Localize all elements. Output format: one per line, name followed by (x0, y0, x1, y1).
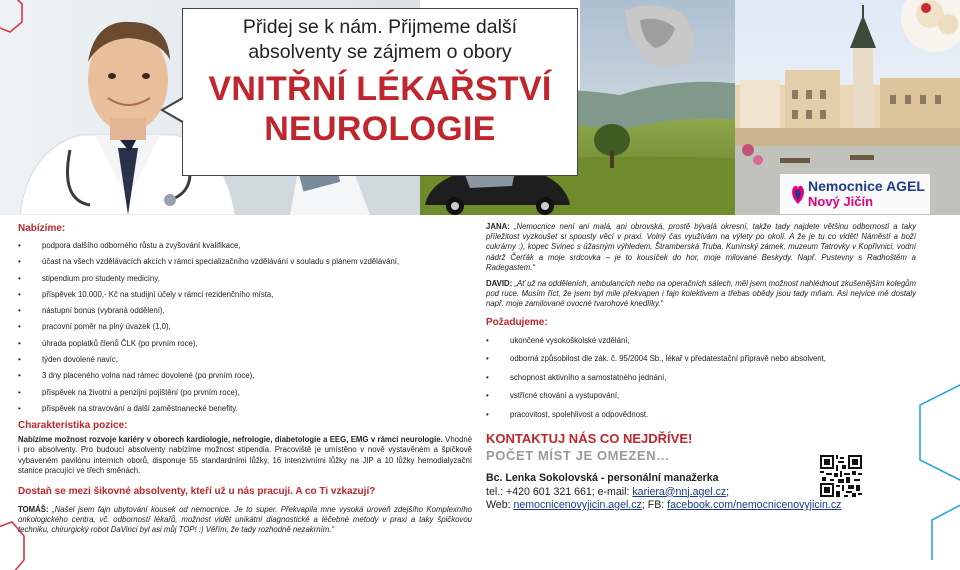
contact-subline: POČET MÍST JE OMEZEN… (486, 448, 670, 464)
position-heading: Charakteristika pozice: (18, 420, 128, 432)
qr-code-icon[interactable] (820, 455, 862, 497)
decorative-hexagon-right (910, 360, 960, 560)
list-item: • vstřícné chování a vystupování, (486, 387, 916, 406)
quote-text-tomas: „Našel jsem fajn ubytování kousek od nemocnice. Je to super. Překvapila mne vysoká úroveň zdejšího Komplexního onkologického centra, vč. odborností lékařů, možnost vidět unikátní diagnostické a léčebné metody v praxi a taky špičkovou techniku, chirurgický robot DaVinci byl asi můj TOP! :) Věřím, že tady rozhodně nezakrním.“ (18, 505, 472, 535)
join-heading: Dostaň se mezi šikovné absolventy, kteří už u nás pracují. A co Ti vzkazují? (18, 486, 376, 498)
position-description (18, 435, 472, 476)
quote-david (486, 279, 916, 310)
list-item: • pracovní poměr na plný úvazek (1,0), (18, 319, 472, 335)
list-item: • týden dovolené navíc, (18, 352, 472, 368)
list-item: • odborná způsobilost dle zák. č. 95/2004 Sb., lékař v předatestační přípravě nebo absolvent, (486, 350, 916, 369)
facebook-link[interactable]: facebook.com/nemocnicenovyjicin.cz (667, 499, 842, 512)
logo-hospital-name: Nemocnice AGEL (808, 178, 925, 194)
agel-heart-icon (790, 180, 806, 206)
list-item: • nástupní bonus (vybraná oddělení), (18, 303, 472, 319)
offer-list (18, 238, 472, 417)
position-description-rest: Vhodné i pro absolventy. Pro budoucí absolventy nabízíme možnost stipendia. Pracoviště je umístěno v nově vystavěném a špičkově vybaveném pavilónu interních oborů, disponuje 55 standardními lůžky, 16 intenzivními lůžky na JIP a 10 lůžky hemodialyzační stanice pracující ve třech směnách. (18, 435, 472, 475)
list-item: • úhrada poplatků členů ČLK (po prvním roce), (18, 336, 472, 352)
email-suffix: ; (726, 485, 730, 498)
quote-tomas (18, 505, 472, 536)
left-column (18, 222, 472, 536)
email-link[interactable]: kariera@nnj.agel.cz (632, 485, 727, 498)
headline-speech-bubble (182, 8, 578, 176)
field-internal-medicine: VNITŘNÍ LÉKAŘSTVÍ (208, 70, 552, 108)
list-item: • schopnost aktivního a samostatného jednání, (486, 369, 916, 388)
headline-lead-line-2: absolventy se zájmem o obory (248, 41, 512, 63)
list-item: • pracovitost, spolehlivost a odpovědnost. (486, 406, 916, 425)
speech-bubble-tail-inner (164, 98, 185, 122)
phone-label: tel.: (486, 485, 507, 498)
quote-author-jana: JANA: (486, 222, 510, 231)
quote-text-david: „Ať už na odděleních, ambulancích nebo na operačních sálech, měl jsem možnost nahlédnout zkušenějším kolegům pod ruce. Musím říct, že jsem byl mile překvapen i fajn kolektivem a třebas obědy jsou tady mňam. Asi nejvíce mě dostaly např. moje zamilované ovocné tvarohové knedlíky.“ (486, 279, 916, 309)
logo-city-name: Nový Jičín (808, 194, 874, 209)
list-item: • účast na všech vzdělávacích akcích v rámci specializačního vzdělávání v souladu s plánem vzdělávání, (18, 254, 472, 270)
list-item: • příspěvek na životní a penzijní pojištění (po prvním roce), (18, 385, 472, 401)
contact-person: Bc. Lenka Sokolovská - personální manažerka (486, 472, 719, 485)
list-item: • podpora dalšího odborného růstu a zvyšování kvalifikace, (18, 238, 472, 254)
website-link[interactable]: nemocnicenovyjicin.agel.cz (513, 499, 642, 512)
quote-jana (486, 222, 916, 273)
list-item: • ukončené vysokoškolské vzdělání, (486, 332, 916, 351)
list-item: • příspěvek 10.000,- Kč na studijní účely v rámci rezidenčního místa, (18, 287, 472, 303)
agel-logo (786, 178, 926, 210)
quote-author-tomas: TOMÁŠ: (18, 505, 49, 515)
field-neurology: NEUROLOGIE (264, 110, 496, 148)
hero-banner (0, 0, 960, 215)
facebook-label: ; FB: (641, 499, 668, 512)
list-item: • příspěvek na stravování a další zaměstnanecké benefity. (18, 401, 472, 417)
requirements-list (486, 332, 916, 425)
quote-text-jana: „Nemocnice není ani malá, ani obrovská, prostě bývalá okresní, takže tady najdete většinu odborností a taky příležitost vyzkoušet si spousty věcí v praxi. Volný čas využívám na výlety po okolí. A že je tu co vidět! Náměstí a boží cukrárny :), kopec Svinec s úžasným výhledem, Štramberská Truba, Kunínský zámek, muzeum Tatrovky v Kopřivnici, vodní nádrž Čerťák a moje srdcovka – je to kousíček do hor, moje milované Beskydy. Např. Pustevny s Radhoštěm a Radegastem.“ (486, 222, 916, 272)
requirements-heading: Požadujeme: (486, 316, 548, 328)
decorative-hexagon-top-left (0, 0, 30, 40)
list-item: • 3 dny placeného volna nad rámec dovolené (po prvním roce), (18, 368, 472, 384)
list-item: • stipendium pro studenty medicíny, (18, 271, 472, 287)
headline-lead-line-1: Přidej se k nám. Přijmeme další (242, 16, 518, 38)
contact-web-line (486, 499, 916, 513)
offer-heading: Nabízíme: (18, 223, 66, 234)
position-description-bold: Nabízíme možnost rozvoje kariéry v oborech kardiologie, nefrologie, diabetologie a EEG, EMG v rámci neurologie. (18, 435, 443, 445)
contact-headline: KONTAKTUJ NÁS CO NEJDŘÍVE! (486, 431, 693, 447)
phone-number: +420 601 321 661 (506, 485, 592, 498)
quote-author-david: DAVID: (486, 279, 513, 289)
web-label: Web: (486, 499, 514, 512)
email-label: ; e-mail: (591, 485, 633, 498)
